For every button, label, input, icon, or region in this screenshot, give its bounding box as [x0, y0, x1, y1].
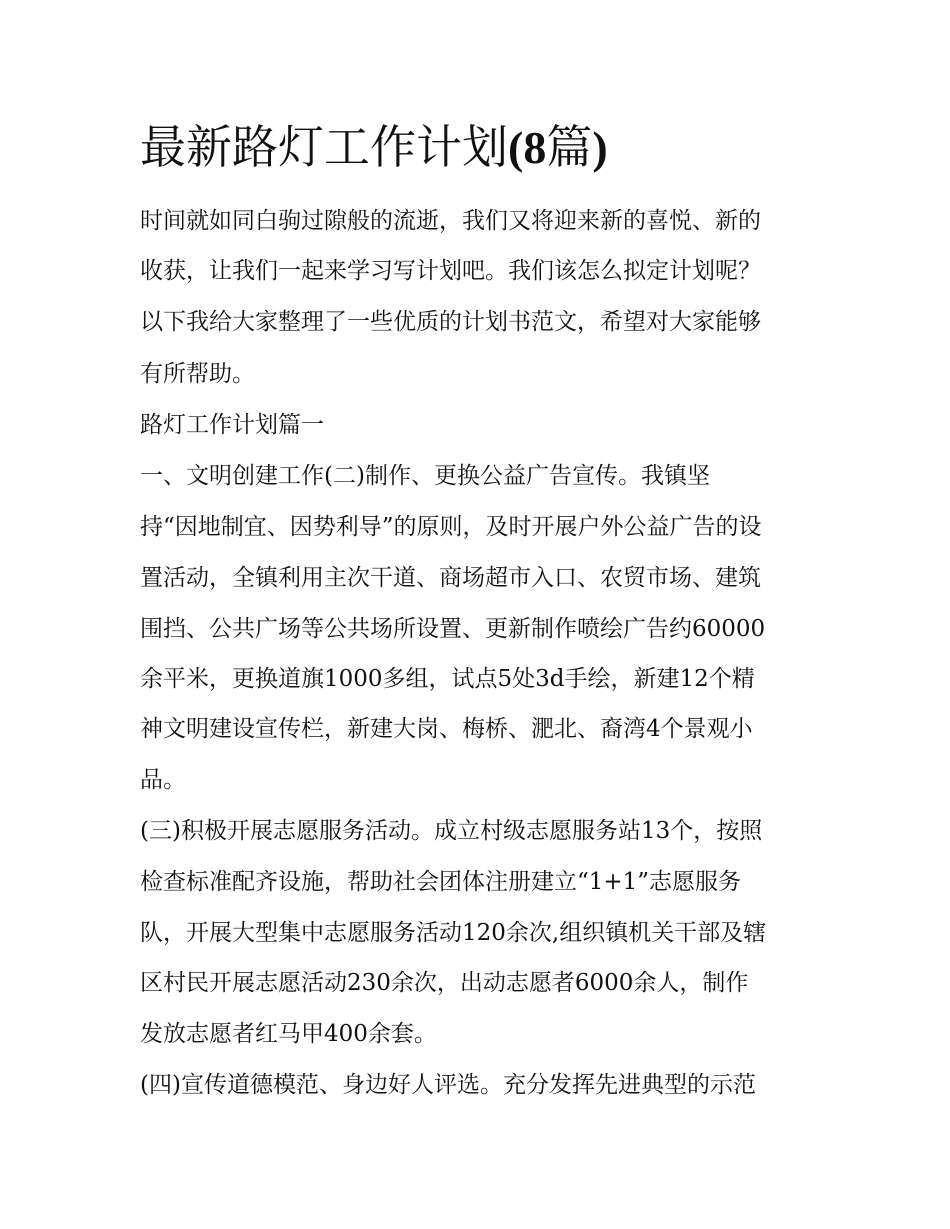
body-line: 持“因地制宜、因势利导”的原则，及时开展户外公益广告的设: [140, 514, 762, 540]
body-line: 区村民开展志愿活动230余次，出动志愿者6000余人，制作: [140, 970, 749, 996]
body-line: (三)积极开展志愿服务活动。成立村级志愿服务站13个，按照: [140, 818, 763, 844]
body-line: 队，开展大型集中志愿服务活动120余次,组织镇机关干部及辖: [140, 920, 767, 946]
body-line: 余平米，更换道旗1000多组，试点5处3d手绘，新建12个精: [140, 666, 755, 692]
title-count: (8: [508, 122, 547, 173]
body-line: 神文明建设宣传栏，新建大岗、梅桥、淝北、裔湾4个景观小: [140, 716, 753, 742]
body-line: 检查标准配齐设施，帮助社会团体注册建立“1+1”志愿服务: [140, 869, 742, 895]
document-title: [140, 116, 608, 179]
body-line: 发放志愿者红马甲400余套。: [140, 1021, 437, 1047]
title-main: 最新路灯工作计划: [140, 120, 508, 174]
body-line: 时间就如同白驹过隙般的流逝，我们又将迎来新的喜悦、新的: [140, 208, 761, 234]
body-line: 品。: [140, 767, 186, 793]
title-pian: 篇: [546, 120, 593, 174]
body-line: 置活动，全镇利用主次干道、商场超市入口、农贸市场、建筑: [140, 565, 761, 591]
body-line: 收获，让我们一起来学习写计划吧。我们该怎么拟定计划呢？: [140, 258, 761, 284]
body-line: 围挡、公共广场等公共场所设置、更新制作喷绘广告约60000: [140, 616, 766, 642]
body-line: 有所帮助。: [140, 361, 255, 387]
title-close: ): [592, 122, 608, 173]
body-line: 一、文明创建工作(二)制作、更换公益广告宣传。我镇坚: [140, 463, 710, 489]
body-line: (四)宣传道德模范、身边好人评选。充分发挥先进典型的示范: [140, 1072, 756, 1098]
body-line: 以下我给大家整理了一些优质的计划书范文，希望对大家能够: [140, 309, 761, 335]
section-heading: 路灯工作计划篇一: [140, 412, 324, 438]
